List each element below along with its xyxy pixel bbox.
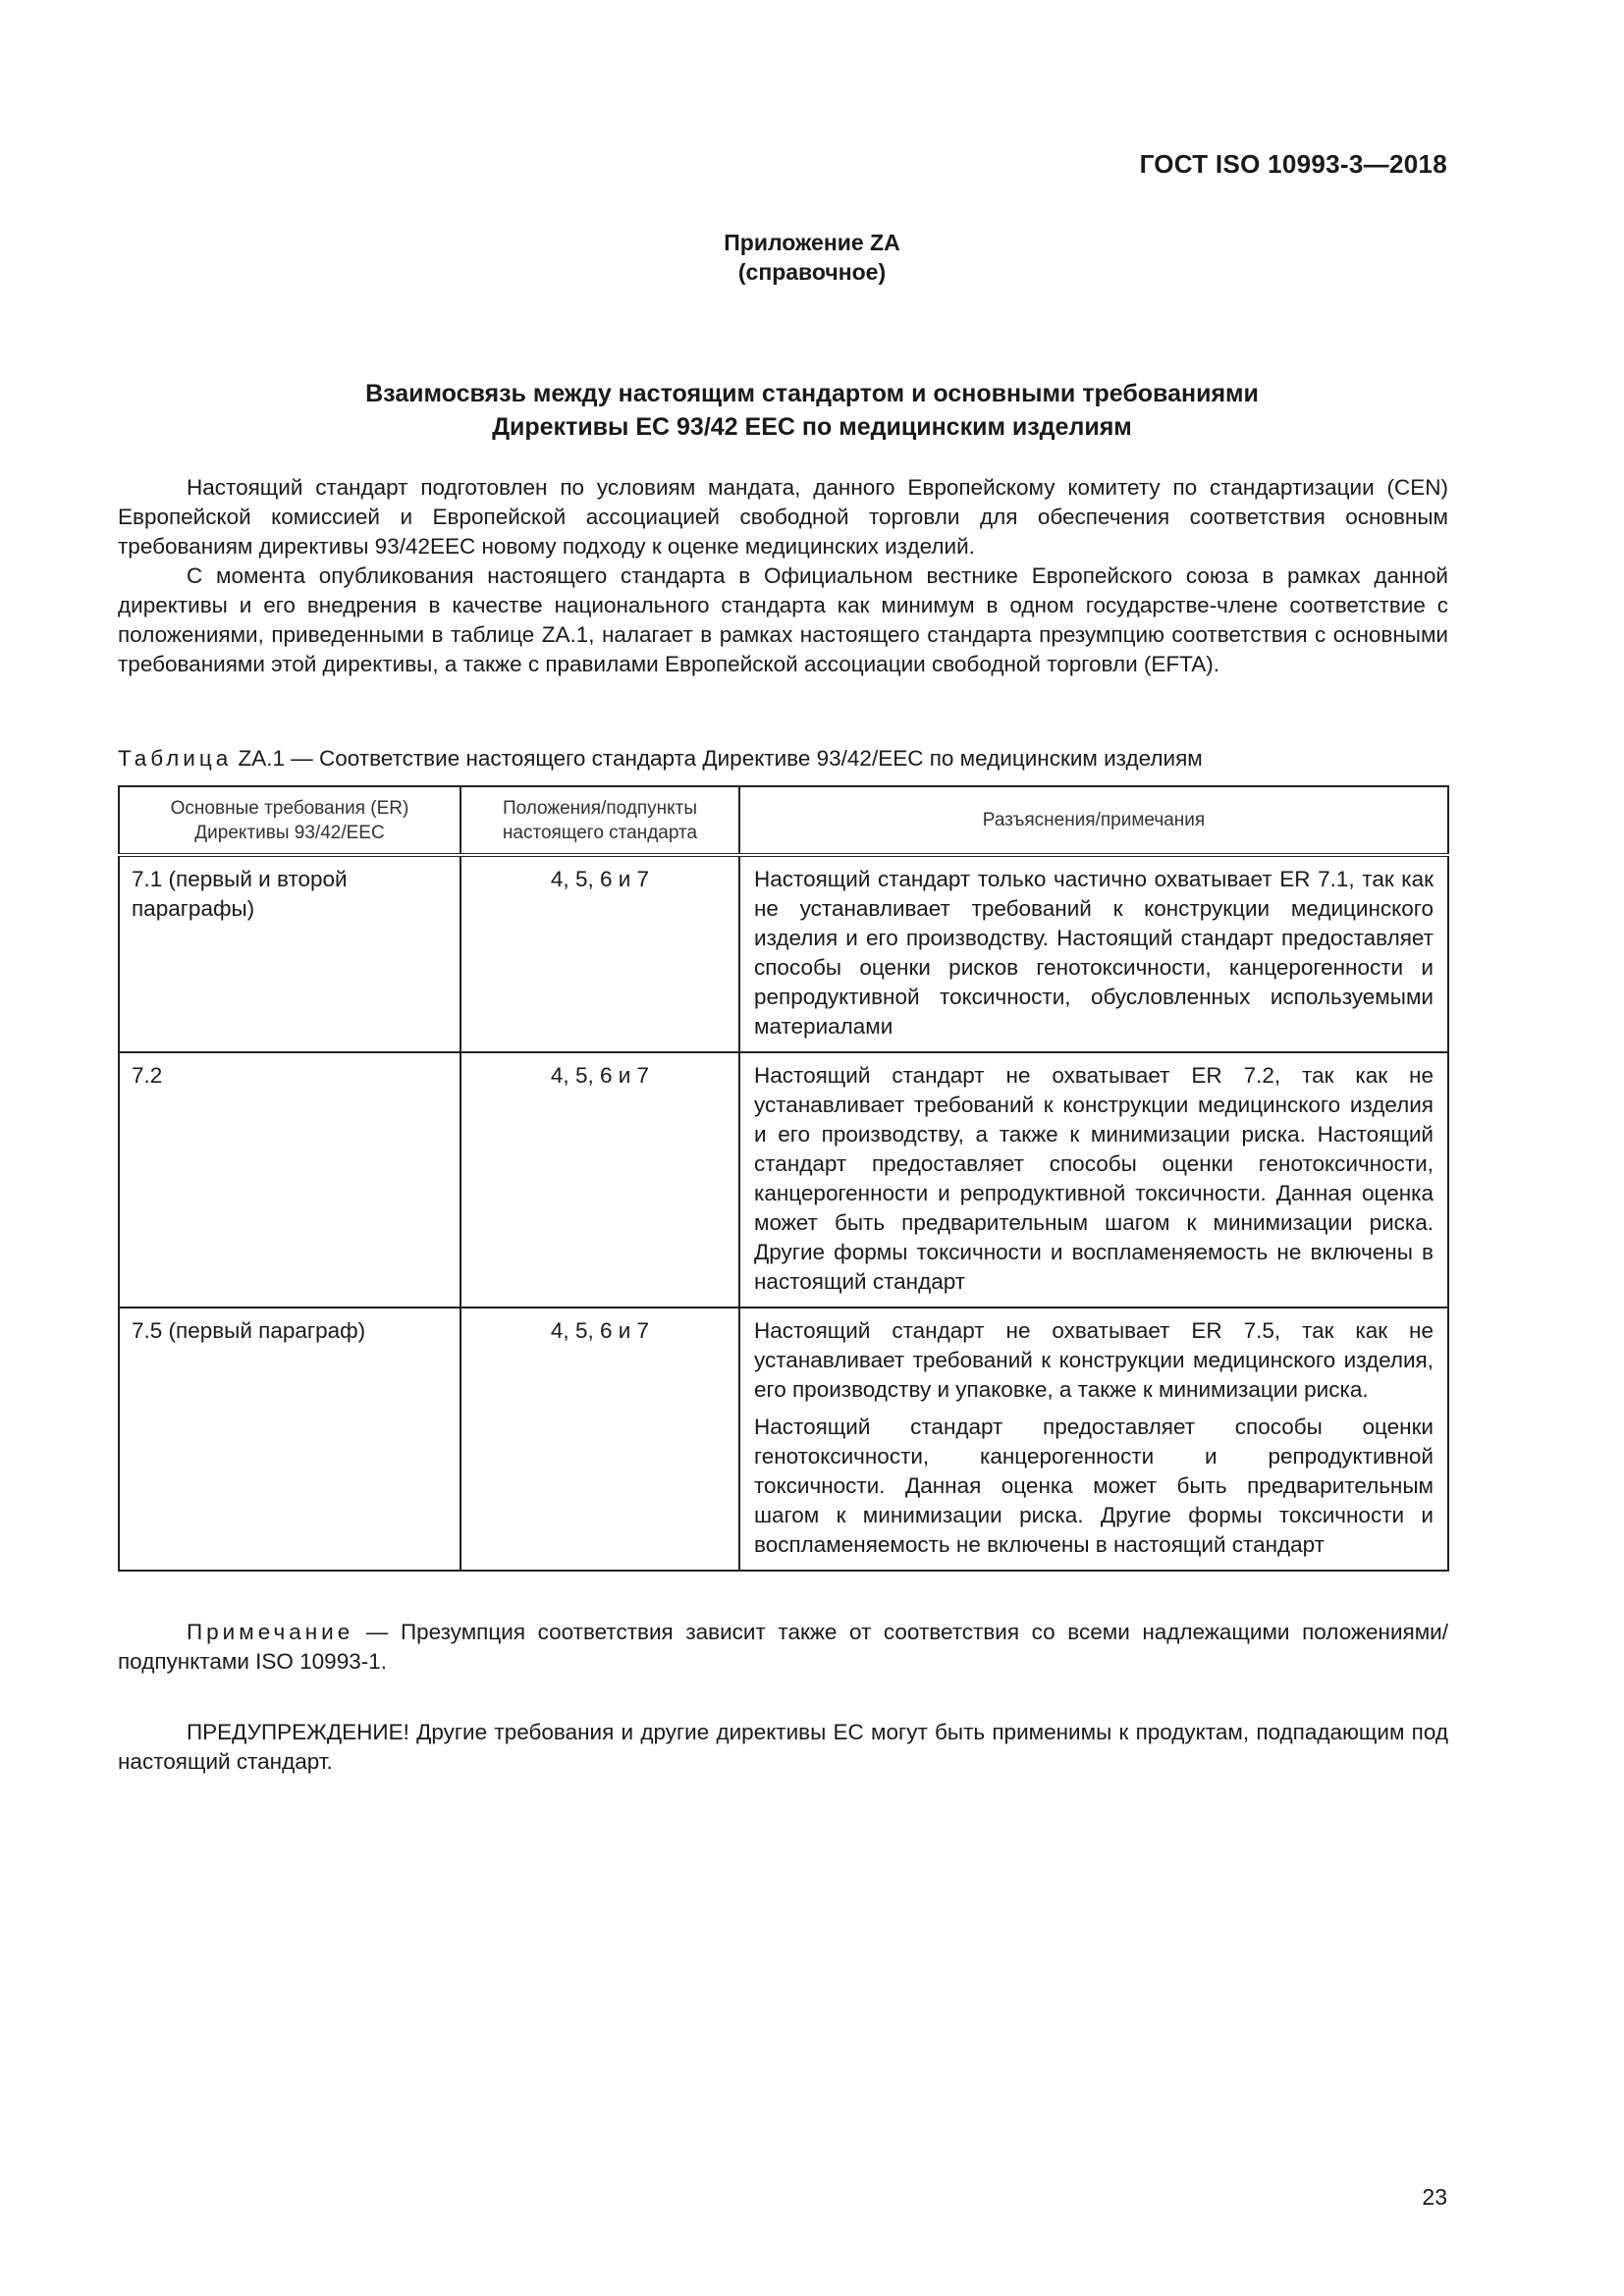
annex-heading xyxy=(0,228,1624,287)
note-text: — Презумпция соответствия зависит также от соответствия со всеми надлежащими положениями/подпунктами ISO 10993-1. xyxy=(118,1620,1448,1674)
intro-section xyxy=(118,473,1448,679)
remark-paragraph: Настоящий стандарт не охватывает ER 7.5, так как не устанавливает требований к конструкции медицинского изделия, его производству и упаковке, а также к минимизации риска. xyxy=(754,1318,1434,1402)
note-section xyxy=(118,1618,1448,1677)
cell-remarks xyxy=(739,1308,1448,1571)
remark-paragraph: Настоящий стандарт не охватывает ER 7.2, так как не устанавливает требований к конструкции медицинского изделия и его производству, а также к минимизации риска. Настоящий стандарт предоставляет способы оценки генотоксичности, канцерогенности и репродуктивной токсичности. Данная оценка может быть предварительным шагом к минимизации риска. Другие формы токсичности и воспламеняемость не включены в настоящий стандарт xyxy=(754,1063,1434,1294)
table-row xyxy=(119,855,1448,1052)
warning-section xyxy=(118,1718,1448,1777)
document-title xyxy=(0,377,1624,444)
cell-remarks xyxy=(739,1052,1448,1308)
cell-remarks xyxy=(739,855,1448,1052)
table-header-row xyxy=(119,786,1448,855)
header-remarks: Разъяснения/примечания xyxy=(739,786,1448,855)
table-row xyxy=(119,1308,1448,1571)
cell-requirement: 7.1 (первый и второй параграфы) xyxy=(119,855,460,1052)
conformity-table xyxy=(118,785,1449,1572)
title-line-2: Директивы ЕС 93/42 ЕЕС по медицинским изделиям xyxy=(492,413,1132,441)
intro-paragraph-1: Настоящий стандарт подготовлен по условиям мандата, данного Европейскому комитету по стандартизации (CEN) Европейской комиссией и Европейской ассоциацией свободной торговли для обеспечения соответствия основным требованиям директивы 93/42EEC новому подходу к оценке медицинских изделий. xyxy=(118,475,1448,559)
table-caption-text: ZA.1 — Соответствие настоящего стандарта Директиве 93/42/EEC по медицинским изделиям xyxy=(238,746,1203,771)
annex-kind: (справочное) xyxy=(737,259,887,285)
table-caption-label: Таблица xyxy=(118,746,233,771)
standard-code: ГОСТ ISO 10993-3—2018 xyxy=(1139,149,1447,179)
cell-requirement: 7.2 xyxy=(119,1052,460,1308)
cell-requirement: 7.5 (первый параграф) xyxy=(119,1308,460,1571)
table-row xyxy=(119,1052,1448,1308)
cell-clauses: 4, 5, 6 и 7 xyxy=(460,1308,739,1571)
intro-paragraph-2: С момента опубликования настоящего стандарта в Официальном вестнике Европейского союза в рамках данной директивы и его внедрения в качестве национального стандарта как минимум в одном государстве-члене соответствие с положениями, приведенными в таблице ZA.1, налагает в рамках настоящего стандарта презумпцию соответствия с основными требованиями этой директивы, а также с правилами Европейской ассоциации свободной торговли (EFTA). xyxy=(118,563,1448,676)
cell-clauses: 4, 5, 6 и 7 xyxy=(460,855,739,1052)
header-clauses: Положения/подпункты настоящего стандарта xyxy=(460,786,739,855)
note-label: Примечание xyxy=(187,1620,354,1644)
page-number: 23 xyxy=(1422,2184,1447,2210)
header-requirements: Основные требования (ER) Директивы 93/42/EEC xyxy=(119,786,460,855)
annex-title: Приложение ZA xyxy=(724,230,900,255)
table-caption xyxy=(118,744,1448,774)
remark-paragraph: Настоящий стандарт предоставляет способы оценки генотоксичности, канцерогенности и репродуктивной токсичности. Данная оценка может быть предварительным шагом к минимизации риска. Другие формы токсичности и воспламеняемость не включены в настоящий стандарт xyxy=(754,1415,1434,1557)
cell-clauses: 4, 5, 6 и 7 xyxy=(460,1052,739,1308)
title-line-1: Взаимосвязь между настоящим стандартом и основными требованиями xyxy=(365,380,1259,407)
warning-paragraph: ПРЕДУПРЕЖДЕНИЕ! Другие требования и другие директивы ЕС могут быть применимы к продуктам, подпадающим под настоящий стандарт. xyxy=(118,1720,1448,1774)
remark-paragraph: Настоящий стандарт только частично охватывает ER 7.1, так как не устанавливает требований к конструкции медицинского изделия и его производству. Настоящий стандарт предоставляет способы оценки рисков генотоксичности, канцерогенности и репродуктивной токсичности, обусловленных используемыми материалами xyxy=(754,867,1434,1039)
note-paragraph xyxy=(118,1618,1448,1677)
